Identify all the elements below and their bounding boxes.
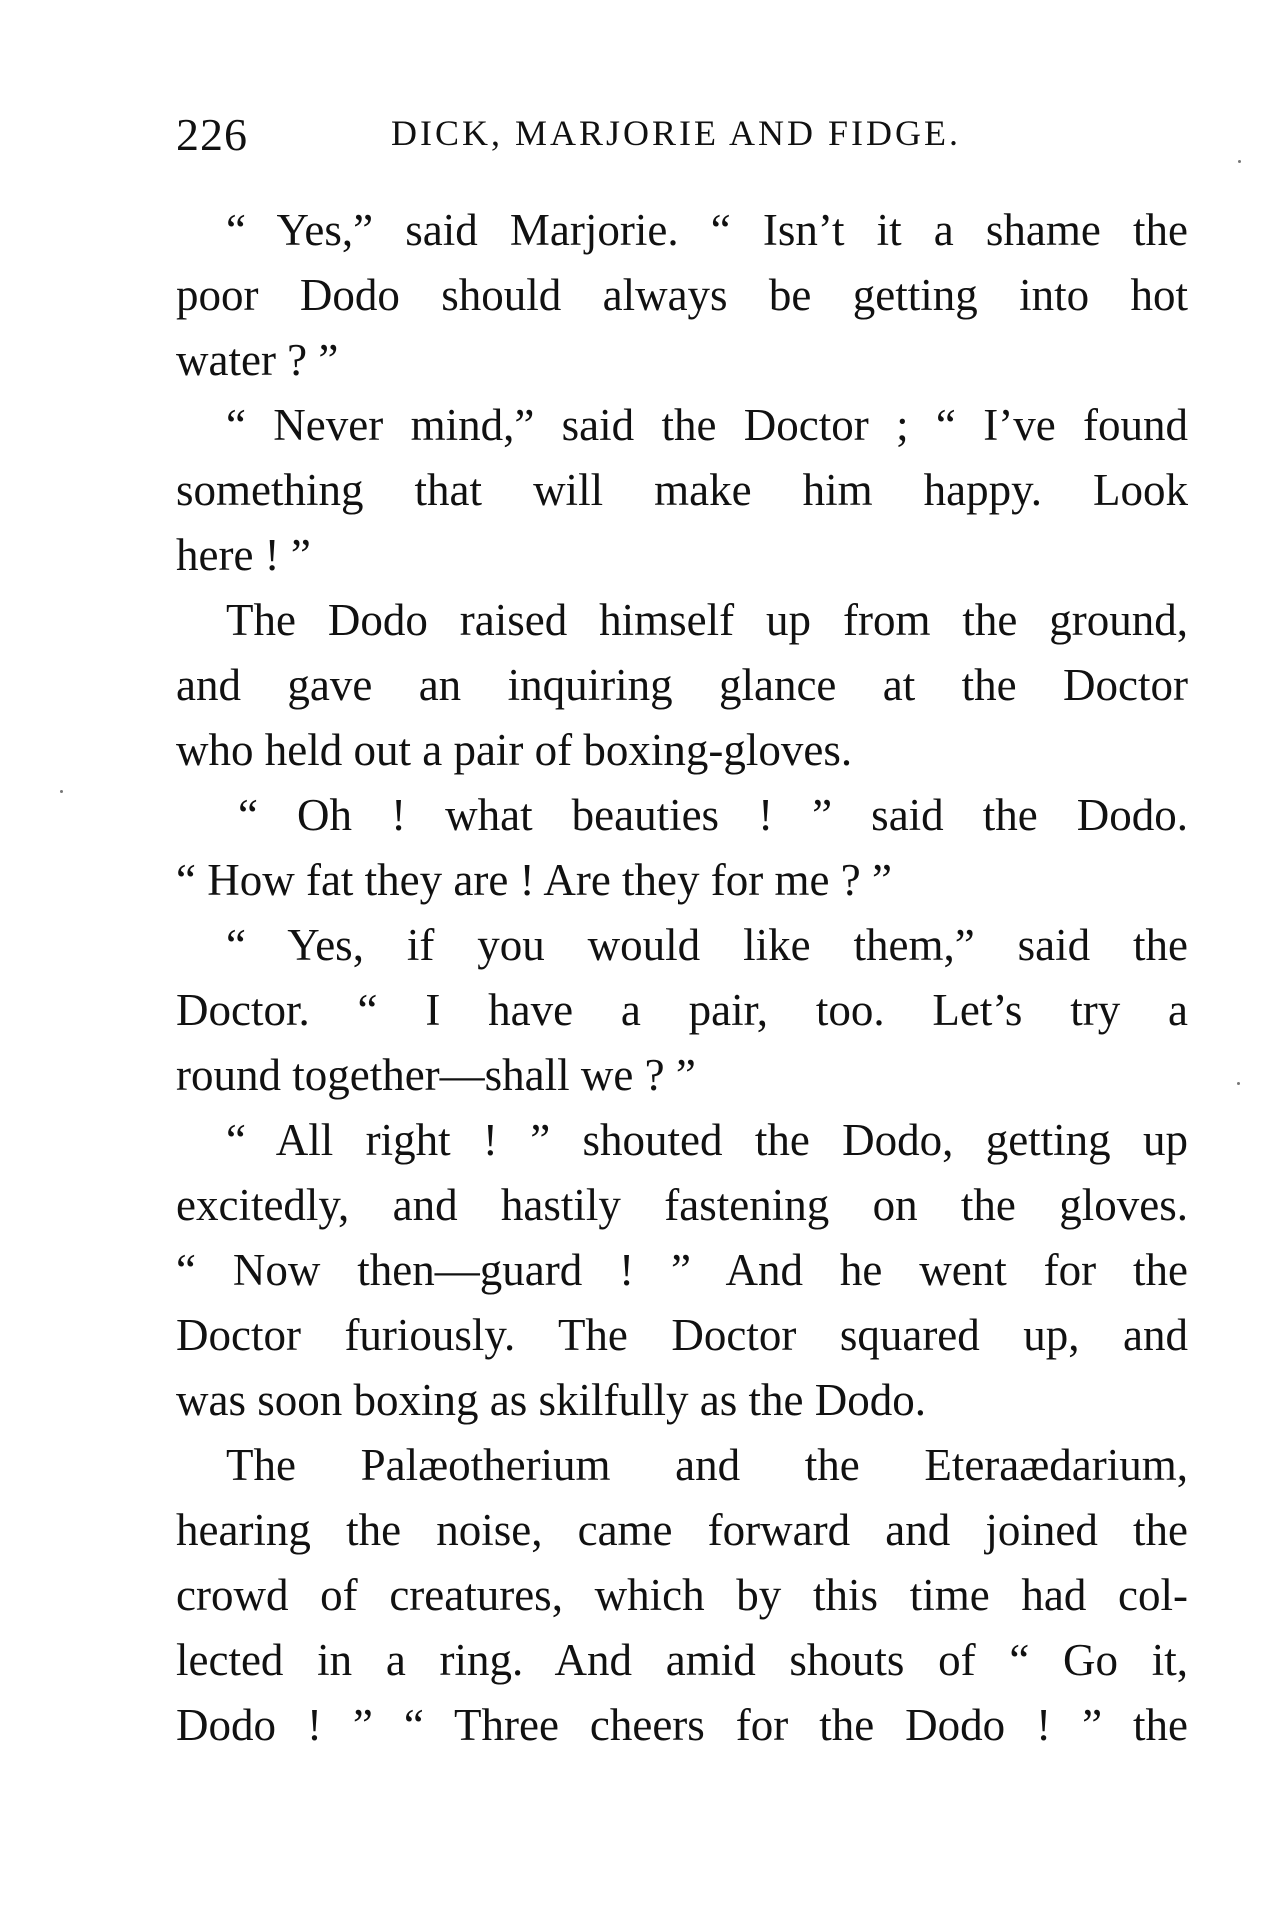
running-head (176, 108, 1176, 158)
paper-speck (60, 790, 63, 793)
page-number: 226 (176, 109, 248, 160)
text-line: “ All right ! ” shouted the Dodo, getting up (226, 1115, 1188, 1165)
text-line: Dodo ! ” “ Three cheers for the Dodo ! ” the (176, 1700, 1188, 1750)
text-line: The Palæotherium and the Eteraædarium, (226, 1440, 1188, 1490)
text-line: was soon boxing as skilfully as the Dodo. (176, 1375, 926, 1425)
paper-speck (1238, 160, 1241, 163)
text-line: “ Never mind,” said the Doctor ; “ I’ve found (226, 400, 1188, 450)
text-line: The Dodo raised himself up from the ground, (226, 595, 1188, 645)
text-line: “ Oh ! what beauties ! ” said the Dodo. (238, 790, 1188, 840)
text-line: “ Yes, if you would like them,” said the (226, 920, 1188, 970)
text-line: “ Now then—guard ! ” And he went for the (176, 1245, 1188, 1295)
text-line: something that will make him happy. Look (176, 465, 1188, 515)
text-line: hearing the noise, came forward and joined the (176, 1505, 1188, 1555)
paper-speck (1237, 1082, 1240, 1085)
text-line: excitedly, and hastily fastening on the gloves. (176, 1180, 1188, 1230)
text-line: Doctor furiously. The Doctor squared up, and (176, 1310, 1188, 1360)
text-line: Doctor. “ I have a pair, too. Let’s try a (176, 985, 1188, 1035)
running-title: DICK, MARJORIE AND FIDGE. (391, 113, 962, 153)
body-text (176, 198, 1188, 1758)
text-line: “ How fat they are ! Are they for me ? ” (176, 855, 892, 905)
text-line: poor Dodo should always be getting into hot (176, 270, 1188, 320)
text-line: here ! ” (176, 530, 311, 580)
text-line: lected in a ring. And amid shouts of “ Go it, (176, 1635, 1188, 1685)
text-line: and gave an inquiring glance at the Doctor (176, 660, 1188, 710)
text-line: crowd of creatures, which by this time had col- (176, 1570, 1188, 1620)
text-line: round together—shall we ? ” (176, 1050, 696, 1100)
text-line: water ? ” (176, 335, 339, 385)
text-line: who held out a pair of boxing-gloves. (176, 725, 853, 775)
text-line: “ Yes,” said Marjorie. “ Isn’t it a shame the (226, 205, 1188, 255)
